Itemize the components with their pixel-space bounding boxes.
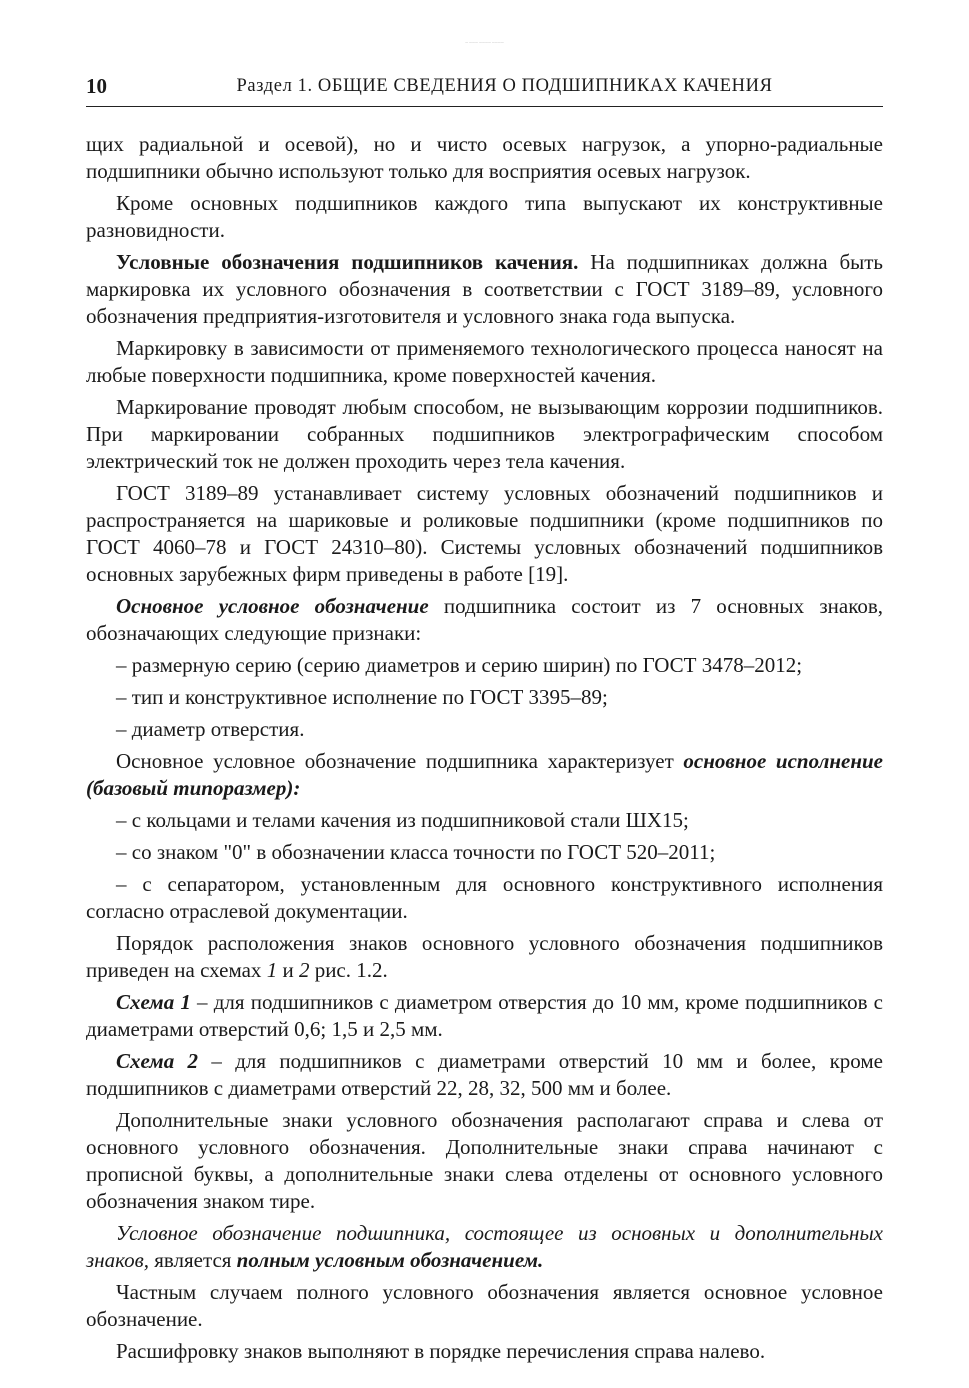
paragraph: ГОСТ 3189–89 устанавливает систему условных обозначений подшипников и распространяется на шариковые и роликовые подшипники (кроме подшипников по ГОСТ 4060–78 и ГОСТ 24310–80). Системы условных обозначений подшипников основных зарубежных фирм приведены в работе [19]. [86,481,883,586]
paragraph: Кроме основных подшипников каждого типа выпускают их конструктивные разновидности. [86,191,883,242]
paragraph-designations [86,249,883,330]
paragraph-basic-designation [86,593,883,647]
paragraph: Расшифровку знаков выполняют в порядке перечисления справа налево. [116,1339,766,1363]
paragraph-text: и [277,958,299,982]
term: основное исполнение (базовый типоразмер): [86,749,883,800]
term: Схема 2 [116,1049,199,1073]
paragraph-continuation: щих радиальной и осевой), но и чисто осевых нагрузок, а упорно-радиальные подшипники обычно используют только для восприятия осевых нагрузок. [86,132,883,183]
running-header [86,72,883,107]
paragraph-text: – для подшипников с диаметрами отверстий 10 мм и более, кроме подшипников с диаметрами отверстий 22, 28, 32, 500 мм и более. [86,1049,883,1100]
paragraph-text: подшипника состоит из 7 основных знаков, обозначающих следующие признаки: [86,594,883,645]
run-in-heading: Условные обозначения подшипников качения. [116,250,579,274]
paragraph-scheme-1 [86,989,883,1043]
paragraph-text: На подшипниках должна быть маркировка их условного обозначения в соответствии с ГОСТ 3189–89, условного обозначения предприятия-изготовителя и условного знака года выпуска. [86,250,883,328]
scheme-ref: 2 [298,958,310,982]
term: полным условным обозначением. [236,1248,544,1272]
paragraph-full-designation [86,1220,883,1274]
paragraph-text: Порядок расположения знаков основного условного обозначения подшипников приведен на схемах [86,931,883,982]
list-item: – со знаком "0" в обозначении класса точности по ГОСТ 520–2011; [116,840,716,864]
section-title: Раздел 1. ОБЩИЕ СВЕДЕНИЯ О ПОДШИПНИКАХ КАЧЕНИЯ [236,76,773,96]
term: Основное условное обозначение [116,594,429,618]
paragraph-basic-version [86,748,883,802]
paragraph-text: является [149,1248,237,1272]
paragraph: Маркировку в зависимости от применяемого технологического процесса наносят на любые поверхности подшипника, кроме поверхностей качения. [86,336,883,387]
list-item: – размерную серию (серию диаметров и серию ширин) по ГОСТ 3478–2012; [116,653,803,677]
paragraph-text: рис. 1.2. [309,958,388,982]
term: Схема 1 [116,990,191,1014]
definition-text: Условное обозначение подшипника, состоящее из основных и дополнительных знаков, [86,1221,883,1272]
paragraph: Частным случаем полного условного обозначения является основное условное обозначение. [86,1280,883,1331]
top-mark: — ——— ———— ———— [465,40,504,44]
body-text [86,131,883,1365]
list-item: – с сепаратором, установленным для основного конструктивного исполнения согласно отраслевой документации. [86,872,883,923]
page-number: 10 [86,74,107,98]
paragraph-scheme-2 [86,1048,883,1102]
paragraph: Маркирование проводят любым способом, не вызывающим коррозии подшипников. При маркировании собранных подшипников электрографическим способом электрический ток не должен проходить через тела качения. [86,395,883,473]
paragraph: Дополнительные знаки условного обозначения располагают справа и слева от основного условного обозначения. Дополнительные знаки справа начинают с прописной буквы, а дополнительные знаки слева отделены от основного условного обозначения знаком тире. [86,1108,883,1213]
paragraph-order [86,930,883,984]
paragraph-text: – для подшипников с диаметром отверстия до 10 мм, кроме подшипников с диаметрами отверстий 0,6; 1,5 и 2,5 мм. [86,990,883,1041]
paragraph-text: Основное условное обозначение подшипника характеризует [116,749,684,773]
scheme-ref: 1 [266,958,278,982]
list-item: – тип и конструктивное исполнение по ГОСТ 3395–89; [116,685,608,709]
list-item: – с кольцами и телами качения из подшипниковой стали ШХ15; [116,808,689,832]
list-item: – диаметр отверстия. [116,717,305,741]
